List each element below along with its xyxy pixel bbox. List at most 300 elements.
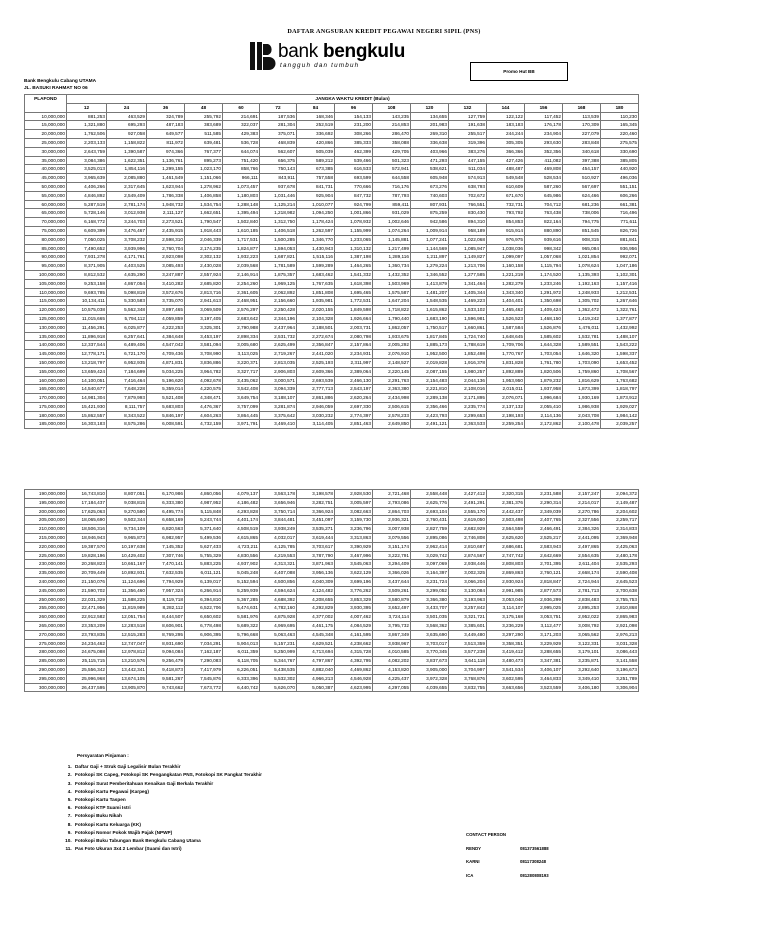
installment-cell: 644,074 (223, 147, 260, 156)
installment-cell: 1,750,517 (411, 323, 449, 332)
installment-cell: 6,266,914 (185, 586, 223, 595)
plafond-cell: 225,000,000 (25, 551, 67, 560)
installment-cell: 1,709,706 (487, 341, 525, 350)
table-row (25, 577, 639, 586)
installment-cell: 2,214,017 (563, 498, 601, 507)
installment-cell: 3,451,097 (297, 516, 335, 525)
installment-cell: 1,790,547 (185, 218, 223, 227)
installment-cell: 2,044,136 (449, 376, 487, 385)
installment-cell: 336,638 (411, 138, 449, 147)
term-column-header: 180 (601, 103, 639, 112)
installment-cell: 2,204,602 (601, 507, 639, 516)
installment-cell: 4,124,482 (297, 586, 335, 595)
installment-cell: 2,430,028 (185, 262, 223, 271)
installment-cell: 17,625,063 (67, 507, 107, 516)
installment-cell: 5,755,329 (185, 551, 223, 560)
installment-cell: 894,310 (449, 218, 487, 227)
installment-cell: 2,531,732 (260, 332, 297, 341)
installment-cell: 3,509,261 (373, 586, 411, 595)
installment-cell: 3,179,101 (563, 648, 601, 657)
installment-cell: 1,212,531 (601, 288, 639, 297)
installment-cell: 822,164 (525, 218, 563, 227)
installment-cell: 4,010,585 (373, 648, 411, 657)
installment-cell: 3,349,410 (563, 674, 601, 683)
installment-cell: 5,626,070 (260, 683, 297, 692)
installment-cell: 5,330,583 (107, 297, 147, 306)
installment-cell: 1,248,933 (563, 288, 601, 297)
installment-cell: 3,171,203 (525, 630, 563, 639)
table-row (25, 270, 639, 279)
installment-cell: 2,111,127 (147, 209, 185, 218)
installment-cell: 2,818,847 (525, 577, 563, 586)
table-row (25, 551, 639, 560)
installment-cell: 4,315,728 (335, 648, 373, 657)
installment-cell: 3,435,062 (223, 376, 260, 385)
installment-cell: 1,178,424 (297, 218, 335, 227)
installment-cell: 13,674,105 (107, 674, 147, 683)
installment-cell: 3,229,929 (525, 639, 563, 648)
installment-cell: 13,210,576 (107, 657, 147, 666)
installment-cell: 403,966 (411, 147, 449, 156)
installment-cell: 1,145,881 (373, 235, 411, 244)
table-row (25, 376, 639, 385)
installment-cell: 2,774,397 (335, 411, 373, 420)
installment-cell: 2,682,929 (449, 525, 487, 534)
installment-cell: 1,930,169 (563, 394, 601, 403)
installment-cell: 510,927 (563, 174, 601, 183)
installment-cell: 1,762,506 (67, 130, 107, 139)
installment-cell: 2,108,016 (449, 385, 487, 394)
table-row (25, 498, 639, 507)
installment-cell: 3,776,262 (335, 586, 373, 595)
installment-cell: 3,542,408 (223, 385, 260, 394)
table-row (25, 209, 639, 218)
installment-cell: 1,820,506 (525, 367, 563, 376)
installment-cell: 1,937,958 (525, 385, 563, 394)
installment-cell: 4,084,529 (335, 621, 373, 630)
installment-cell: 3,086,443 (601, 648, 639, 657)
installment-cell: 2,700,638 (601, 586, 639, 595)
table-row (25, 367, 639, 376)
installment-cell: 830,430 (449, 209, 487, 218)
installment-cell: 2,076,071 (487, 394, 525, 403)
installment-cell: 2,861,886 (297, 394, 335, 403)
installment-cell: 8,111,757 (107, 402, 147, 411)
installment-cell: 1,916,378 (449, 358, 487, 367)
installment-cell: 6,168,772 (67, 218, 107, 227)
installment-cell: 2,076,910 (373, 350, 411, 359)
installment-cell: 966,111 (223, 174, 260, 183)
installment-cell: 9,256,479 (147, 657, 185, 666)
installment-cell: 2,962,414 (411, 542, 449, 551)
installment-cell: 3,513,359 (449, 639, 487, 648)
installment-cell: 610,609 (487, 182, 525, 191)
installment-cell: 2,906,803 (260, 367, 297, 376)
contact-row (466, 855, 549, 869)
requirement-item: 5. Fotokopi Kartu Taspen (73, 796, 262, 804)
installment-cell: 1,873,399 (563, 385, 601, 394)
installment-cell: 1,038,036 (487, 244, 525, 253)
installment-cell: 1,781,589 (260, 262, 297, 271)
installment-cell: 9,094,084 (147, 648, 185, 657)
installment-cell: 1,022,068 (449, 235, 487, 244)
installment-cell: 5,196,620 (147, 376, 185, 385)
installment-cell: 25,996,968 (67, 674, 107, 683)
installment-cell: 420,866 (297, 138, 335, 147)
installment-cell: 3,236,796 (335, 525, 373, 534)
installment-cell: 1,708,567 (601, 367, 639, 376)
requirement-item: 7. Fotokopi Buku Nikah (73, 812, 262, 820)
installment-cell: 122,122 (487, 112, 525, 121)
installment-cell: 1,192,163 (563, 279, 601, 288)
installment-cell: 3,703,017 (411, 639, 449, 648)
installment-cell: 1,277,585 (449, 270, 487, 279)
installment-cell: 4,384,648 (147, 332, 185, 341)
installment-cell: 1,500,285 (260, 235, 297, 244)
installment-cell: 3,084,386 (67, 156, 107, 165)
installment-cell: 2,344,196 (260, 314, 297, 323)
plafond-cell: 170,000,000 (25, 394, 67, 403)
installment-cell: 2,100,478 (563, 420, 601, 429)
installment-cell: 3,292,640 (563, 665, 601, 674)
installment-cell: 639,481 (185, 138, 223, 147)
installment-cell: 2,554,635 (563, 551, 601, 560)
plafond-cell: 200,000,000 (25, 507, 67, 516)
installment-cell: 1,879,232 (525, 376, 563, 385)
installment-cell: 17,184,437 (67, 498, 107, 507)
contact-heading: CONTACT PERSON (466, 832, 507, 837)
plafond-cell: 270,000,000 (25, 630, 67, 639)
plafond-cell: 75,000,000 (25, 226, 67, 235)
installment-cell: 2,938,446 (449, 560, 487, 569)
installment-cell: 2,558,448 (411, 490, 449, 499)
installment-cell: 851,545 (563, 226, 601, 235)
installment-cell: 2,813,035 (260, 358, 297, 367)
requirement-item: 11. Pas Foto Ukuran 3x4 2 Lembar (Suami dan Istri) (73, 845, 262, 853)
installment-cell: 2,921,098 (601, 621, 639, 630)
installment-cell: 12,283,518 (107, 621, 147, 630)
installment-cell: 1,662,651 (185, 209, 223, 218)
installment-cell: 4,161,595 (335, 630, 373, 639)
installment-cell: 14,981,304 (67, 394, 107, 403)
installment-cell: 3,151,174 (373, 542, 411, 551)
installment-table-part1 (24, 94, 639, 429)
installment-cell: 3,724,114 (373, 613, 411, 622)
installment-cell: 4,709,436 (147, 350, 185, 359)
installment-cell: 7,794,929 (147, 577, 185, 586)
installment-cell: 269,310 (411, 130, 449, 139)
installment-cell: 3,114,405 (297, 420, 335, 429)
installment-cell: 2,693,539 (297, 376, 335, 385)
requirement-item: 6. Fotokopi KTP Suami Istri (73, 804, 262, 812)
table-row (25, 235, 639, 244)
installment-cell: 1,818,797 (601, 385, 639, 394)
installment-cell: 3,938,249 (260, 525, 297, 534)
table-row (25, 350, 639, 359)
installment-cell: 1,322,761 (601, 306, 639, 315)
branch-info (24, 78, 96, 92)
installment-cell: 3,433,707 (411, 604, 449, 613)
bank-logo-tagline: tangguh dan tumbuh (280, 62, 360, 69)
installment-cell: 4,032,017 (260, 533, 297, 542)
installment-cell: 3,251,789 (601, 674, 639, 683)
installment-cell: 6,522,706 (185, 604, 223, 613)
installment-cell: 23,353,209 (67, 621, 107, 630)
installment-cell: 2,174,235 (185, 244, 223, 253)
installment-cell: 958,189 (449, 226, 487, 235)
installment-cell: 2,865,983 (601, 613, 639, 622)
installment-cell: 881,841 (601, 235, 639, 244)
installment-cell: 3,141,558 (601, 657, 639, 666)
installment-cell: 661,381 (601, 200, 639, 209)
installment-cell: 624,466 (563, 191, 601, 200)
installment-cell: 1,589,551 (563, 341, 601, 350)
installment-cell: 2,668,174 (563, 569, 601, 578)
installment-cell: 2,154,483 (411, 376, 449, 385)
installment-cell: 12,337,544 (67, 341, 107, 350)
installment-cell: 3,008,792 (563, 621, 601, 630)
plafond-cell: 300,000,000 (25, 683, 67, 692)
installment-cell: 2,381,376 (487, 498, 525, 507)
installment-cell: 383,689 (185, 121, 223, 130)
installment-cell: 22,912,582 (67, 613, 107, 622)
branch-name: Bank Bengkulu Cabang UTAMA (24, 79, 97, 84)
installment-cell: 2,781,713 (563, 586, 601, 595)
installment-cell: 20,268,823 (67, 560, 107, 569)
installment-cell: 275,575 (601, 138, 639, 147)
plafond-cell: 40,000,000 (25, 165, 67, 174)
installment-cell: 2,813,716 (185, 288, 223, 297)
installment-cell: 1,406,518 (260, 226, 297, 235)
installment-cell: 6,226,051 (223, 665, 260, 674)
table-row (25, 674, 639, 683)
installment-cell: 214,853 (373, 121, 411, 130)
installment-cell: 5,034,225 (147, 367, 185, 376)
installment-cell: 2,877,573 (525, 586, 563, 595)
plafond-cell: 45,000,000 (25, 174, 67, 183)
installment-cell: 3,012,938 (107, 209, 147, 218)
installment-cell: 2,625,776 (411, 498, 449, 507)
installment-cell: 3,965,639 (67, 174, 107, 183)
installment-cell: 1,135,393 (563, 270, 601, 279)
installment-cell: 1,683,190 (411, 314, 449, 323)
installment-cell: 1,854,116 (107, 165, 147, 174)
installment-cell: 2,506,615 (373, 402, 411, 411)
term-header: JANGKA WAKTU KREDIT (Bulan) (67, 95, 639, 104)
table-row (25, 200, 639, 209)
installment-cell: 3,321,721 (449, 613, 487, 622)
plafond-cell: 115,000,000 (25, 297, 67, 306)
installment-cell: 2,685,820 (185, 279, 223, 288)
term-column-header: 120 (411, 103, 449, 112)
installment-cell: 244,244 (487, 130, 525, 139)
installment-cell: 2,434,998 (373, 394, 411, 403)
installment-cell: 2,928,530 (335, 490, 373, 499)
installment-cell: 3,097,069 (411, 560, 449, 569)
plafond-cell: 180,000,000 (25, 411, 67, 420)
installment-cell: 1,683,462 (297, 270, 335, 279)
installment-cell: 2,793,086 (373, 498, 411, 507)
installment-cell: 1,986,938 (563, 402, 601, 411)
installment-cell: 170,309 (563, 121, 601, 130)
installment-cell: 9,734,109 (107, 525, 147, 534)
installment-cell: 1,149,827 (449, 253, 487, 262)
installment-cell: 2,576,297 (223, 306, 260, 315)
installment-cell: 4,348,471 (185, 394, 223, 403)
installment-cell: 2,895,086 (411, 533, 449, 542)
installment-cell: 3,930,395 (335, 604, 373, 613)
installment-cell: 2,543,197 (335, 385, 373, 394)
installment-cell: 3,053,751 (525, 613, 563, 622)
installment-cell: 2,851,463 (335, 420, 373, 429)
installment-cell: 2,114,136 (525, 411, 563, 420)
installment-cell: 3,114,107 (487, 604, 525, 613)
table-row (25, 262, 639, 271)
table-row (25, 630, 639, 639)
installment-cell: 1,932,223 (223, 253, 260, 262)
installment-cell: 7,648,228 (107, 385, 147, 394)
installment-cell: 1,759,860 (563, 367, 601, 376)
contact-persons (466, 828, 549, 882)
plafond-cell: 210,000,000 (25, 525, 67, 534)
installment-cell: 2,525,217 (525, 533, 563, 542)
installment-cell: 5,152,594 (223, 577, 260, 586)
installment-cell: 2,384,326 (563, 525, 601, 534)
installment-cell: 3,406,180 (563, 683, 601, 692)
installment-cell: 6,333,380 (147, 498, 185, 507)
installment-cell: 1,599,289 (297, 262, 335, 271)
installment-cell: 1,279,224 (411, 262, 449, 271)
installment-cell: 3,905,000 (411, 665, 449, 674)
table-row (25, 683, 639, 692)
installment-cell: 2,620,264 (335, 394, 373, 403)
installment-cell: 1,395,494 (223, 209, 260, 218)
installment-cell: 1,481,207 (411, 288, 449, 297)
installment-cell: 1,984,142 (601, 411, 639, 420)
installment-cell: 2,137,132 (487, 402, 525, 411)
installment-cell: 3,358,351 (487, 639, 525, 648)
installment-cell: 826,726 (601, 226, 639, 235)
installment-cell: 2,701,395 (525, 560, 563, 569)
requirement-item: 4. Fotokopi Kartu Pegawai (Karpeg) (73, 788, 262, 796)
installment-cell: 1,157,416 (601, 279, 639, 288)
installment-cell: 5,581,976 (223, 613, 260, 622)
plafond-cell: 220,000,000 (25, 542, 67, 551)
installment-cell: 3,005,597 (335, 498, 373, 507)
installment-cell: 2,810,868 (601, 604, 639, 613)
installment-cell: 1,852,498 (449, 350, 487, 359)
installment-cell: 1,289,116 (373, 253, 411, 262)
installment-cell: 3,577,238 (449, 648, 487, 657)
installment-cell: 1,144,569 (411, 244, 449, 253)
installment-cell: 3,390,929 (335, 542, 373, 551)
installment-cell: 3,053,046 (487, 595, 525, 604)
installment-cell: 1,788,619 (449, 341, 487, 350)
installment-cell: 2,549,409 (107, 191, 147, 200)
plafond-cell: 130,000,000 (25, 323, 67, 332)
installment-cell: 3,836,886 (185, 358, 223, 367)
installment-cell: 6,489,406 (107, 341, 147, 350)
plafond-cell: 80,000,000 (25, 235, 67, 244)
installment-cell: 3,535,271 (297, 525, 335, 534)
installment-cell: 2,220,145 (373, 367, 411, 376)
installment-cell: 2,746,808 (449, 533, 487, 542)
plafond-cell: 60,000,000 (25, 200, 67, 209)
table-row (25, 490, 639, 499)
installment-cell: 616,533 (335, 165, 373, 174)
installment-cell: 7,673,772 (185, 683, 223, 692)
installment-cell: 3,750,714 (260, 507, 297, 516)
plafond-cell: 145,000,000 (25, 350, 67, 359)
installment-cell: 4,713,694 (297, 648, 335, 657)
installment-cell: 1,618,398 (335, 279, 373, 288)
installment-cell: 2,020,155 (297, 306, 335, 315)
installment-cell: 4,079,137 (223, 490, 260, 499)
term-column-header: 108 (373, 103, 411, 112)
installment-cell: 4,153,820 (373, 665, 411, 674)
installment-cell: 22,031,329 (67, 595, 107, 604)
installment-cell: 5,157,231 (260, 639, 297, 648)
installment-cell: 1,057,068 (525, 253, 563, 262)
installment-cell: 6,495,774 (147, 507, 185, 516)
installment-cell: 3,419,412 (487, 648, 525, 657)
installment-cell: 13,659,424 (67, 367, 107, 376)
installment-cell: 2,683,642 (223, 314, 260, 323)
installment-cell: 2,317,645 (107, 182, 147, 191)
installment-cell: 5,689,322 (223, 621, 260, 630)
installment-cell: 3,703,617 (297, 542, 335, 551)
installment-cell: 383,276 (449, 147, 487, 156)
installment-cell: 1,155,999 (335, 226, 373, 235)
installment-cell: 671,670 (487, 191, 525, 200)
term-column-header: 36 (147, 103, 185, 112)
installment-cell: 787,793 (373, 191, 411, 200)
installment-cell: 3,572,676 (147, 288, 185, 297)
installment-cell: 3,030,232 (297, 411, 335, 420)
installment-cell: 2,423,793 (411, 411, 449, 420)
plafond-cell: 150,000,000 (25, 358, 67, 367)
installment-cell: 3,757,099 (223, 402, 260, 411)
installment-cell: 2,363,380 (373, 385, 411, 394)
installment-cell: 2,645,523 (601, 577, 639, 586)
installment-cell: 937,678 (260, 182, 297, 191)
plafond-cell: 20,000,000 (25, 130, 67, 139)
installment-cell: 3,897,465 (147, 306, 185, 315)
installment-cell: 2,719,267 (260, 350, 297, 359)
installment-cell: 2,094,372 (601, 490, 639, 499)
installment-cell: 908,315 (563, 235, 601, 244)
installment-cell: 4,407,088 (260, 569, 297, 578)
installment-cell: 4,615,865 (223, 533, 260, 542)
table-row (25, 332, 639, 341)
installment-cell: 732,731 (487, 200, 525, 209)
installment-cell: 2,578,233 (373, 411, 411, 420)
installment-cell: 5,050,387 (297, 683, 335, 692)
installment-cell: 3,437,644 (373, 577, 411, 586)
installment-cell: 16,743,810 (67, 490, 107, 499)
installment-cell: 4,007,462 (335, 613, 373, 622)
installment-cell: 3,113,025 (223, 350, 260, 359)
installment-cell: 4,125,785 (260, 542, 297, 551)
installment-cell: 454,157 (563, 165, 601, 174)
installment-cell: 1,002,646 (373, 218, 411, 227)
installment-cell: 1,849,598 (335, 306, 373, 315)
installment-cell: 1,952,500 (411, 350, 449, 359)
installment-cell: 2,564,559 (487, 525, 525, 534)
table-row (25, 569, 639, 578)
installment-cell: 7,034,291 (185, 639, 223, 648)
installment-cell: 11,588,225 (107, 595, 147, 604)
